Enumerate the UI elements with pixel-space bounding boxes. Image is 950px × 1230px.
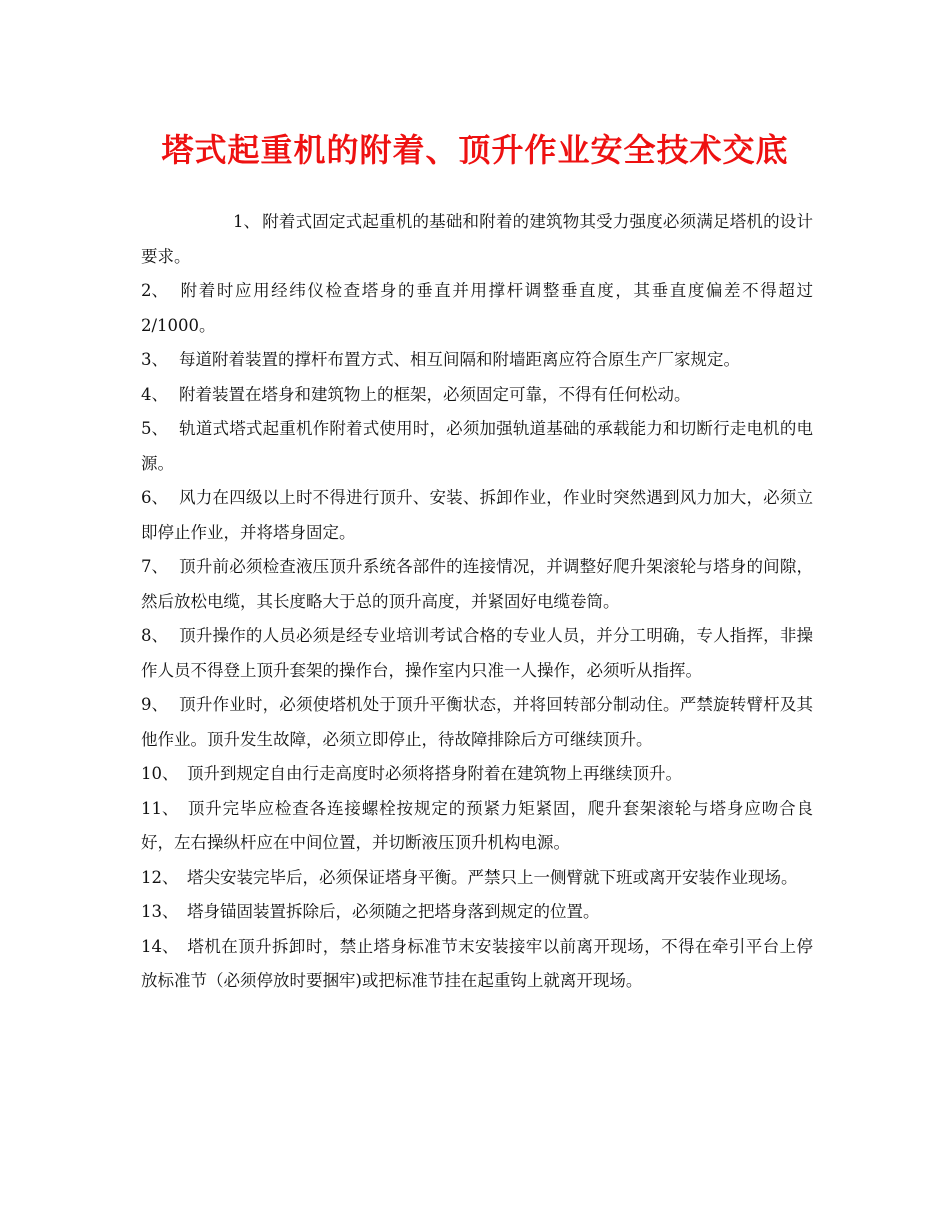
item-text: 塔身锚固装置拆除后，必须随之把塔身落到规定的位置。 xyxy=(187,902,600,921)
item-text: 附着式固定式起重机的基础和附着的建筑物其受力强度必须满足塔机的设计要求。 xyxy=(141,212,813,266)
item-text: 顶升作业时，必须使塔机处于顶升平衡状态，并将回转部分制动住。严禁旋转臂杆及其他作业。顶升发生故障，必须立即停止，待故障排除后方可继续顶升。 xyxy=(141,695,813,749)
list-item xyxy=(141,861,813,896)
list-item xyxy=(141,930,813,999)
item-text: 附着装置在塔身和建筑物上的框架，必须固定可靠，不得有任何松动。 xyxy=(179,384,691,404)
list-item xyxy=(141,412,813,481)
item-text: 塔尖安装完毕后，必须保证塔身平衡。严禁只上一侧臂就下班或离开安装作业现场。 xyxy=(187,867,798,887)
list-item xyxy=(141,205,813,274)
item-number: 5、 xyxy=(141,419,168,438)
item-text: 顶升操作的人员必须是经专业培训考试合格的专业人员，并分工明确，专人指挥，非操作人员不得登上顶升套架的操作台，操作室内只准一人操作，必须听从指挥。 xyxy=(141,626,813,680)
list-item xyxy=(141,688,813,757)
list-item xyxy=(141,895,813,930)
item-number: 1、 xyxy=(233,212,260,231)
item-number: 7、 xyxy=(141,557,168,576)
item-number: 11、 xyxy=(141,798,179,818)
item-text: 风力在四级以上时不得进行顶升、安装、拆卸作业，作业时突然遇到风力加大，必须立即停止作业，并将塔身固定。 xyxy=(141,488,813,542)
list-item xyxy=(141,757,813,792)
list-item xyxy=(141,792,813,861)
document-body xyxy=(141,205,813,999)
item-number: 14、 xyxy=(141,936,179,956)
item-number: 12、 xyxy=(141,867,179,887)
item-text: 轨道式塔式起重机作附着式使用时，必须加强轨道基础的承载能力和切断行走电机的电源。 xyxy=(141,419,813,473)
list-item xyxy=(141,274,813,343)
item-number: 13、 xyxy=(141,902,179,921)
item-text: 顶升到规定自由行走高度时必须将搭身附着在建筑物上再继续顶升。 xyxy=(187,764,682,783)
item-number: 10、 xyxy=(141,764,179,783)
document-title: 塔式起重机的附着、顶升作业安全技术交底 xyxy=(161,131,789,169)
list-item xyxy=(141,550,813,619)
item-text: 塔机在顶升拆卸时，禁止塔身标准节末安装接牢以前离开现场，不得在牵引平台上停放标准节（必须停放时要捆牢)或把标准节挂在起重钩上就离开现场。 xyxy=(141,936,813,990)
list-item xyxy=(141,481,813,550)
list-item xyxy=(141,378,813,413)
item-number: 8、 xyxy=(141,626,168,645)
item-text: 顶升完毕应检查各连接螺栓按规定的预紧力矩紧固，爬升套架滚轮与塔身应吻合良好，左右操纵杆应在中间位置，并切断液压顶升机构电源。 xyxy=(141,798,813,852)
list-item xyxy=(141,619,813,688)
item-number: 4、 xyxy=(141,384,168,404)
item-number: 6、 xyxy=(141,488,168,507)
item-text: 顶升前必须检查液压顶升系统各部件的连接情况，并调整好爬升架滚轮与塔身的间隙，然后放松电缆，其长度略大于总的顶升高度，并紧固好电缆卷筒。 xyxy=(141,557,813,611)
item-number: 3、 xyxy=(141,350,168,369)
item-text: 附着时应用经纬仪检查塔身的垂直并用撑杆调整垂直度，其垂直度偏差不得超过2/1000。 xyxy=(141,281,813,335)
item-number: 9、 xyxy=(141,695,168,714)
item-text: 每道附着装置的撑杆布置方式、相互间隔和附墙距离应符合原生产厂家规定。 xyxy=(179,350,740,369)
item-number: 2、 xyxy=(141,281,168,300)
list-item xyxy=(141,343,813,378)
